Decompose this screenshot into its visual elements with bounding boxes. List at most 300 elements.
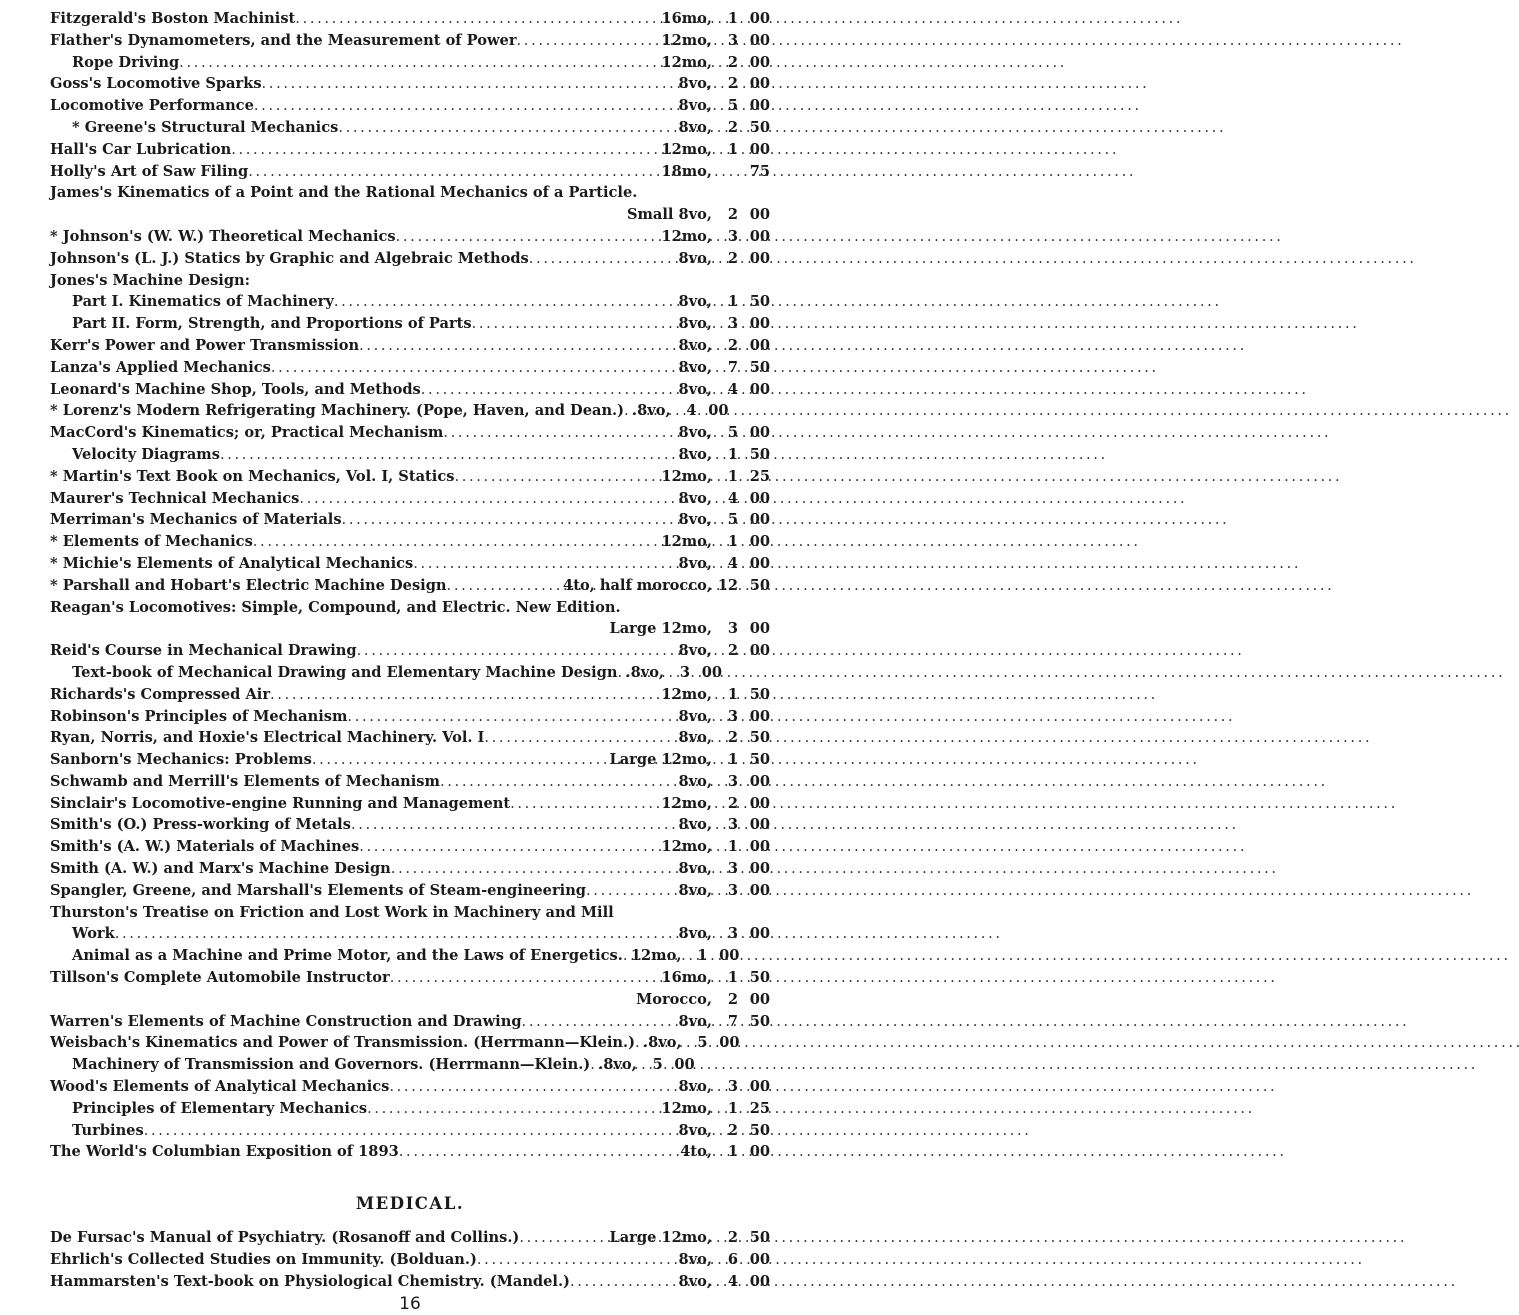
- book-title: James's Kinematics of a Point and the Rational Mechanics of a Particle.: [50, 184, 638, 202]
- book-title: * Greene's Structural Mechanics: [72, 118, 339, 136]
- book-format: 8vo,: [678, 1012, 712, 1030]
- book-format: 8vo,: [678, 1251, 712, 1269]
- book-entry: [50, 553, 770, 575]
- price-dollars: 1: [727, 293, 738, 311]
- dot-leader: [586, 880, 679, 902]
- price-cents: 00: [749, 1251, 770, 1269]
- book-title: * Martin's Text Book on Mechanics, Vol. I, Statics: [50, 467, 455, 485]
- book-entry: [50, 1271, 770, 1293]
- book-format: 8vo,: [678, 772, 712, 790]
- dot-leader: [220, 444, 679, 466]
- book-entry: [50, 444, 770, 466]
- book-format: 12mo,: [661, 685, 712, 703]
- book-title: Text-book of Mechanical Drawing and Elementary Machine Design: [72, 663, 618, 681]
- book-format: 8vo,: [678, 1121, 712, 1139]
- price-cents: 50: [749, 751, 770, 769]
- dot-leader: [342, 509, 679, 531]
- book-format: 8vo,: [678, 445, 712, 463]
- book-format: 8vo,: [678, 642, 712, 660]
- book-format: 8vo,: [678, 336, 712, 354]
- book-title: Robinson's Principles of Mechanism: [50, 707, 348, 725]
- dot-leader: [396, 226, 662, 248]
- book-title: Johnson's (L. J.) Statics by Graphic and Algebraic Methods: [50, 249, 529, 267]
- dot-leader: [443, 422, 678, 444]
- book-title: * Johnson's (W. W.) Theoretical Mechanics: [50, 227, 396, 245]
- price-dollars: 3: [727, 31, 738, 49]
- book-title: Merriman's Mechanics of Materials: [50, 511, 342, 529]
- price-cents: 00: [749, 816, 770, 834]
- price-cents: 50: [749, 1121, 770, 1139]
- book-entry: [50, 30, 770, 52]
- price-cents: 50: [749, 685, 770, 703]
- book-title: Leonard's Machine Shop, Tools, and Methods: [50, 380, 421, 398]
- book-title: Velocity Diagrams: [72, 445, 220, 463]
- dot-leader: [295, 8, 661, 30]
- price-dollars: 2: [727, 1121, 738, 1139]
- price-dollars: 1: [697, 947, 708, 965]
- price-dollars: 5: [652, 1056, 663, 1074]
- book-entry: [50, 727, 770, 749]
- dot-leader: [389, 1076, 678, 1098]
- dot-leader: [517, 30, 662, 52]
- book-entry: [50, 95, 770, 117]
- price-cents: 00: [749, 380, 770, 398]
- book-title: Reid's Course in Mechanical Drawing: [50, 642, 357, 660]
- book-entry: [50, 139, 770, 161]
- dot-leader: [248, 161, 661, 183]
- dot-leader: [635, 1032, 643, 1054]
- price-dollars: 3: [727, 707, 738, 725]
- dot-leader: [510, 793, 661, 815]
- book-title: Hall's Car Lubrication: [50, 140, 232, 158]
- book-format: 8vo,: [678, 315, 712, 333]
- price-cents: 00: [749, 53, 770, 71]
- book-entry: [50, 204, 770, 226]
- price-cents: 00: [749, 97, 770, 115]
- dot-leader: [270, 684, 661, 706]
- book-title: Thurston's Treatise on Friction and Lost Work in Machinery and Mill: [50, 903, 614, 921]
- book-title: De Fursac's Manual of Psychiatry. (Rosanoff and Collins.): [50, 1229, 520, 1247]
- price-dollars: 1: [727, 533, 738, 551]
- book-format: 8vo,: [678, 881, 712, 899]
- book-entry: [50, 182, 770, 204]
- book-entry: [50, 662, 770, 684]
- price-dollars: 4: [727, 1272, 738, 1290]
- book-entry: [50, 8, 770, 30]
- price-cents: 00: [749, 511, 770, 529]
- price-cents: 00: [749, 554, 770, 572]
- book-entry: [50, 1141, 770, 1163]
- book-title: Wood's Elements of Analytical Mechanics: [50, 1078, 390, 1096]
- price-dollars: 7: [727, 1012, 738, 1030]
- price-cents: 00: [749, 794, 770, 812]
- price-cents: 75: [749, 162, 770, 180]
- dot-leader: [312, 749, 610, 771]
- book-entry: [50, 422, 770, 444]
- book-entry: [50, 749, 770, 771]
- dot-leader: [254, 95, 679, 117]
- book-format: 12mo,: [661, 140, 712, 158]
- dot-leader: [359, 335, 678, 357]
- price-dollars: 2: [727, 53, 738, 71]
- book-entry: [50, 618, 770, 640]
- price-cents: 00: [749, 31, 770, 49]
- dot-leader: [477, 1249, 679, 1271]
- book-title: Reagan's Locomotives: Simple, Compound, and Electric. New Edition.: [50, 598, 621, 616]
- dot-leader: [390, 967, 662, 989]
- book-entry: [50, 967, 770, 989]
- price-cents: 00: [749, 620, 770, 638]
- book-entry: [50, 923, 770, 945]
- dot-leader: [570, 1271, 679, 1293]
- book-entry: [50, 945, 770, 967]
- price-cents: 50: [749, 445, 770, 463]
- book-title: Richards's Compressed Air: [50, 685, 271, 703]
- book-entry: [50, 575, 770, 597]
- price-cents: 00: [749, 227, 770, 245]
- price-dollars: 1: [727, 445, 738, 463]
- book-format: 8vo,: [678, 1078, 712, 1096]
- book-title: Kerr's Power and Power Transmission: [50, 336, 360, 354]
- price-dollars: 1: [727, 838, 738, 856]
- book-title: Hammarsten's Text-book on Physiological Chemistry. (Mandel.): [50, 1272, 570, 1290]
- book-entry: [50, 989, 770, 1011]
- price-dollars: 1: [727, 1143, 738, 1161]
- book-entry: [50, 1249, 770, 1271]
- price-dollars: 5: [727, 511, 738, 529]
- dot-leader: [262, 73, 679, 95]
- book-entry: [50, 597, 770, 619]
- book-title: Weisbach's Kinematics and Power of Transmission. (Herrmann—Klein.): [50, 1034, 635, 1052]
- book-title: Ehrlich's Collected Studies on Immunity. (Bolduan.): [50, 1251, 477, 1269]
- dot-leader: [359, 836, 661, 858]
- price-dollars: 2: [727, 249, 738, 267]
- book-title: MacCord's Kinematics; or, Practical Mechanism: [50, 424, 444, 442]
- book-entry: [50, 771, 770, 793]
- dot-leader: [529, 248, 679, 270]
- price-dollars: 1: [727, 467, 738, 485]
- dot-leader: [144, 1120, 679, 1142]
- book-entry: [50, 793, 770, 815]
- book-format: 12mo,: [661, 227, 712, 245]
- book-format: 8vo,: [678, 1272, 712, 1290]
- book-format: 8vo,: [678, 925, 712, 943]
- price-dollars: 3: [727, 860, 738, 878]
- price-dollars: 1: [727, 685, 738, 703]
- book-entry: [50, 706, 770, 728]
- price-dollars: 2: [727, 990, 738, 1008]
- book-entry: [50, 509, 770, 531]
- book-entry: [50, 466, 770, 488]
- price-cents: 50: [749, 969, 770, 987]
- dot-leader: [115, 923, 679, 945]
- book-entry: [50, 1227, 770, 1249]
- dot-leader: [391, 858, 679, 880]
- book-entry: [50, 1011, 770, 1033]
- dot-leader: [299, 488, 678, 510]
- book-format: Morocco,: [636, 990, 712, 1008]
- book-format: .8vo,: [598, 1056, 637, 1074]
- dot-leader: [413, 553, 678, 575]
- price-cents: 00: [749, 707, 770, 725]
- price-dollars: 2: [727, 118, 738, 136]
- price-cents: 00: [749, 10, 770, 27]
- book-format: 8vo,: [678, 97, 712, 115]
- book-format: 12mo,: [630, 947, 682, 965]
- price-cents: 00: [749, 772, 770, 790]
- book-title: Ryan, Norris, and Hoxie's Electrical Machinery. Vol. I: [50, 729, 485, 747]
- price-cents: 00: [749, 336, 770, 354]
- book-format: Large 12mo,: [609, 751, 712, 769]
- dot-leader: [454, 466, 661, 488]
- book-format: Small 8vo,: [626, 206, 712, 224]
- price-cents: 00: [749, 860, 770, 878]
- price-dollars: 12: [717, 576, 738, 594]
- book-title: * Parshall and Hobart's Electric Machine Design: [50, 576, 447, 594]
- book-title: Maurer's Technical Mechanics: [50, 489, 300, 507]
- book-title: Spangler, Greene, and Marshall's Elements of Steam-engineering: [50, 881, 587, 899]
- book-format: 8vo,: [678, 729, 712, 747]
- dot-leader: [590, 1054, 598, 1076]
- book-title: Goss's Locomotive Sparks: [50, 75, 262, 93]
- price-cents: 00: [701, 663, 723, 681]
- book-format: 12mo,: [661, 467, 712, 485]
- price-cents: 00: [719, 947, 740, 965]
- price-cents: 00: [749, 75, 770, 93]
- book-title: Fitzgerald's Boston Machinist: [50, 10, 296, 27]
- book-title: Animal as a Machine and Prime Motor, and the Laws of Energetics.: [72, 947, 623, 965]
- book-format: 12mo,: [661, 53, 712, 71]
- book-title: * Lorenz's Modern Refrigerating Machinery. (Pope, Haven, and Dean.): [50, 402, 625, 420]
- book-entry: [50, 73, 770, 95]
- price-dollars: 3: [679, 663, 691, 681]
- price-cents: 00: [719, 1034, 740, 1052]
- price-cents: 00: [749, 1143, 770, 1161]
- price-cents: 00: [749, 249, 770, 267]
- book-entry: [50, 357, 770, 379]
- price-dollars: 3: [727, 1078, 738, 1096]
- dot-leader: [271, 357, 679, 379]
- price-cents: 50: [749, 118, 770, 136]
- book-title: Turbines: [72, 1121, 144, 1139]
- book-entry: [50, 836, 770, 858]
- book-title: Smith's (O.) Press-working of Metals: [50, 816, 351, 834]
- price-dollars: 2: [727, 336, 738, 354]
- dot-leader: [338, 117, 678, 139]
- price-cents: 00: [749, 881, 770, 899]
- book-format: 12mo,: [661, 794, 712, 812]
- book-title: Sanborn's Mechanics: Problems: [50, 751, 312, 769]
- book-format: .8vo,: [643, 1034, 682, 1052]
- book-title: Rope Driving: [72, 53, 180, 71]
- price-dollars: 1: [727, 1099, 738, 1117]
- page-number: 16: [399, 1293, 421, 1314]
- price-dollars: 2: [727, 1229, 738, 1247]
- book-title: Schwamb and Merrill's Elements of Mechanism: [50, 772, 440, 790]
- price-dollars: 3: [727, 772, 738, 790]
- price-dollars: 2: [727, 729, 738, 747]
- price-dollars: 2: [727, 206, 738, 224]
- dot-leader: [367, 1098, 661, 1120]
- book-entry: [50, 488, 770, 510]
- price-cents: 50: [749, 293, 770, 311]
- dot-leader: [519, 1227, 609, 1249]
- book-entry: [50, 858, 770, 880]
- price-dollars: 3: [727, 620, 738, 638]
- book-format: 8vo,: [678, 707, 712, 725]
- book-format: 8vo,: [678, 489, 712, 507]
- book-format: 12mo,: [661, 1099, 712, 1117]
- price-cents: 00: [749, 925, 770, 943]
- price-cents: 00: [674, 1056, 695, 1074]
- price-dollars: 1: [727, 751, 738, 769]
- price-cents: 00: [749, 489, 770, 507]
- book-title: Lanza's Applied Mechanics: [50, 358, 271, 376]
- book-format: Large 12mo,: [609, 1229, 712, 1247]
- book-title: * Michie's Elements of Analytical Mechanics: [50, 554, 414, 572]
- price-dollars: 1: [727, 10, 738, 27]
- price-dollars: 1: [727, 140, 738, 158]
- book-format: .8vo,: [632, 402, 671, 420]
- book-format: 18mo,: [661, 162, 712, 180]
- book-title: Locomotive Performance: [50, 97, 254, 115]
- book-entry: [50, 1054, 770, 1076]
- book-title: Smith (A. W.) and Marx's Machine Design: [50, 860, 391, 878]
- book-format: 16mo,: [661, 969, 712, 987]
- dot-leader: [472, 313, 679, 335]
- book-entry: [50, 880, 770, 902]
- book-title: Tillson's Complete Automobile Instructor: [50, 969, 390, 987]
- book-entry: [50, 379, 770, 401]
- price-cents: 00: [749, 533, 770, 551]
- book-format: 8vo,: [678, 816, 712, 834]
- book-format: 12mo,: [661, 533, 712, 551]
- price-cents: 00: [749, 140, 770, 158]
- book-format: 4to,: [680, 1143, 712, 1161]
- book-title: Work: [72, 925, 115, 943]
- book-title: Part I. Kinematics of Machinery: [72, 293, 334, 311]
- price-cents: 00: [749, 990, 770, 1008]
- book-title: Machinery of Transmission and Governors. (Herrmann—Klein.): [72, 1056, 591, 1074]
- price-dollars: 1: [727, 969, 738, 987]
- price-dollars: 3: [727, 227, 738, 245]
- book-title: Jones's Machine Design:: [50, 271, 251, 289]
- price-dollars: 2: [727, 642, 738, 660]
- book-format: 8vo,: [678, 380, 712, 398]
- dot-leader: [447, 575, 564, 597]
- price-dollars: 6: [727, 1251, 738, 1269]
- book-format: 8vo,: [678, 424, 712, 442]
- book-entry: [50, 161, 770, 183]
- book-format: 8vo,: [678, 860, 712, 878]
- price-dollars: 4: [727, 489, 738, 507]
- price-cents: 00: [749, 1078, 770, 1096]
- book-entry: [50, 270, 770, 292]
- book-format: 8vo,: [678, 554, 712, 572]
- catalog-page: [50, 8, 770, 1315]
- book-entry: [50, 248, 770, 270]
- price-dollars: 4: [686, 402, 697, 420]
- book-entry: [50, 902, 770, 924]
- dot-leader: [399, 1141, 681, 1163]
- price-cents: 00: [749, 838, 770, 856]
- price-cents: 00: [708, 402, 729, 420]
- price-dollars: 4: [727, 554, 738, 572]
- dot-leader: [357, 640, 679, 662]
- book-title: Smith's (A. W.) Materials of Machines: [50, 838, 360, 856]
- dot-leader: [351, 814, 679, 836]
- medical-book-list: [50, 1227, 770, 1292]
- book-format: .8vo,: [625, 663, 665, 681]
- book-entry: [50, 1098, 770, 1120]
- price-dollars: 5: [727, 97, 738, 115]
- dot-leader: [421, 379, 679, 401]
- book-entry: [50, 52, 770, 74]
- dot-leader: [624, 400, 632, 422]
- dot-leader: [623, 945, 631, 967]
- dot-leader: [617, 662, 625, 684]
- price-dollars: 2: [727, 794, 738, 812]
- price-cents: 25: [749, 1099, 770, 1117]
- price-cents: 00: [749, 424, 770, 442]
- dot-leader: [522, 1011, 679, 1033]
- price-cents: 00: [749, 315, 770, 333]
- price-cents: 50: [749, 1229, 770, 1247]
- book-title: Part II. Form, Strength, and Proportions of Parts: [72, 315, 472, 333]
- book-entry: [50, 313, 770, 335]
- book-entry: [50, 531, 770, 553]
- price-dollars: 5: [697, 1034, 708, 1052]
- price-cents: 50: [749, 576, 770, 594]
- dot-leader: [347, 706, 678, 728]
- price-cents: 50: [749, 729, 770, 747]
- book-title: Flather's Dynamometers, and the Measurement of Power: [50, 31, 517, 49]
- book-title: * Elements of Mechanics: [50, 533, 253, 551]
- book-format: 8vo,: [678, 511, 712, 529]
- book-title: Holly's Art of Saw Filing: [50, 162, 249, 180]
- book-title: Principles of Elementary Mechanics: [72, 1099, 368, 1117]
- price-cents: 00: [749, 642, 770, 660]
- book-title: Sinclair's Locomotive-engine Running and Management: [50, 794, 511, 812]
- price-dollars: 2: [727, 75, 738, 93]
- book-format: 8vo,: [678, 249, 712, 267]
- book-title: The World's Columbian Exposition of 1893: [50, 1143, 399, 1161]
- book-format: Large 12mo,: [609, 620, 712, 638]
- price-dollars: 3: [727, 925, 738, 943]
- book-format: 8vo,: [678, 293, 712, 311]
- book-entry: [50, 335, 770, 357]
- price-cents: 00: [749, 1272, 770, 1290]
- dot-leader: [440, 771, 679, 793]
- book-entry: [50, 1076, 770, 1098]
- book-entry: [50, 226, 770, 248]
- price-cents: 00: [749, 206, 770, 224]
- book-format: 8vo,: [678, 358, 712, 376]
- book-entry: [50, 1120, 770, 1142]
- book-format: 16mo,: [661, 10, 712, 27]
- dot-leader: [179, 52, 661, 74]
- dot-leader: [334, 291, 679, 313]
- book-format: 12mo,: [661, 31, 712, 49]
- dot-leader: [231, 139, 661, 161]
- engineering-book-list: [50, 8, 770, 1163]
- price-dollars: 3: [727, 881, 738, 899]
- price-dollars: 3: [727, 315, 738, 333]
- book-entry: [50, 117, 770, 139]
- dot-leader: [253, 531, 662, 553]
- section-heading-medical: MEDICAL.: [355, 1194, 465, 1214]
- price-dollars: 7: [727, 358, 738, 376]
